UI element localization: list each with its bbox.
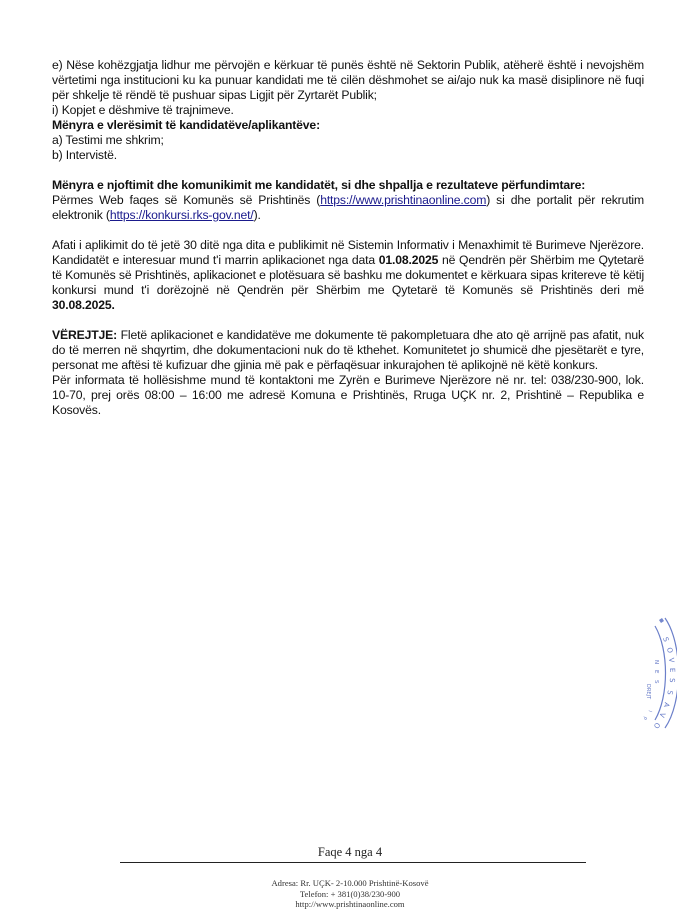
svg-text:E: E [653,670,659,674]
website-line[interactable]: http://www.prishtinaonline.com [295,899,405,909]
svg-text:V: V [667,657,676,663]
heading-notification-text: Mënyra e njoftimit dhe komunikimit me kandidatët, si dhe shpallja e rezultateve përfundimtare: [52,178,586,192]
deadline-paragraph [52,238,644,313]
phone-line: Telefon: + 381(0)38/230-900 [299,888,401,899]
notification-text-2: ) si dhe portalit për rekrutim elektronik ( [52,193,644,222]
heading-evaluation-text: Mënyra e vlerësimit të kandidatëve/aplikantëve: [52,118,320,132]
footer-address [0,878,700,910]
municipal-stamp-icon [625,614,677,732]
prishtinaonline-link[interactable]: https://www.prishtinaonline.com [320,193,487,207]
notification-paragraph [52,193,644,223]
note-text: Fletë aplikacionet e kandidatëve me dokumente të pakompletuara dhe ato që arrijnë pas afatit, nuk do të merren në shqyrtim, dhe dokumentacioni nuk do të kthehet. Komunitetet jo shumicë dhe pjesëtarët e tyre, personat me aftësi të kufizuar dhe gjinia më pak e përfaqësuar inkurajohen të aplikojnë në këtë konkurs. [52,328,644,372]
svg-text:S: S [665,689,674,696]
svg-text:S: S [661,636,671,643]
footer-divider [120,862,586,863]
svg-text:E: E [668,667,677,673]
address-line: Adresa: Rr. UÇK- 2-10.000 Prishtinë-Kosovë [271,878,429,888]
svg-text:A: A [661,701,671,709]
note-label: VËREJTJE: [52,328,118,342]
konkursi-link[interactable]: https://konkursi.rks-gov.net/ [109,208,254,222]
document-body [52,58,644,418]
heading-evaluation [52,118,644,133]
contact-paragraph: Për informata të hollësishme mund të kontaktoni me Zyrën e Burimeve Njerëzore në nr. tel: 038/230-900, lok. 10-70, prej orës 08:00 – 16:00 me adresë Komuna e Prishtinës, Rruga UÇK nr. 2, Prishtinë – Republika e Kosovës. [52,373,644,417]
evaluation-item-b: b) Intervistë. [52,148,117,162]
notification-text-3: ). [253,208,261,222]
svg-text:I: I [646,709,653,713]
svg-text:S: S [667,677,676,683]
svg-text:S: S [653,680,659,684]
deadline-text-2: në Qendrën për Shërbim me Qytetarë të Komunës së Prishtinës, aplikacionet e plotësuara së bashku me dokumentet e kërkuara sipas kritereve të këtij konkursi mund t'i dorëzojnë në Qendrën për Shërbim me Qytetarë të Komunës së Prishtinës deri më [52,253,644,297]
svg-text:O: O [651,721,662,730]
deadline-date-start: 01.08.2025 [378,253,439,267]
paragraph-e: e) Nëse kohëzgjatja lidhur me përvojën e kërkuar të punës është në Sektorin Publik, atëherë është i nevojshëm vërtetimi nga institucioni ku ka punuar kandidati me të cilën dëshmohet se ai/ajo nuk ka masë disiplinore në fuqi për shkelje të rëndë të pushuar sipas Ligjit për Zyrtarët Publik; [52,58,644,102]
svg-text:N: N [653,660,659,665]
svg-text:DREJT: DREJT [645,684,651,700]
svg-text:P: P [640,715,648,721]
svg-text:O: O [665,646,675,654]
heading-notification [52,178,644,193]
evaluation-item-a: a) Testimi me shkrim; [52,133,164,147]
paragraph-i: i) Kopjet e dëshmive të trajnimeve. [52,103,234,117]
note-paragraph [52,328,644,373]
deadline-date-end: 30.08.2025. [52,298,115,312]
deadline-text-1: Afati i aplikimit do të jetë 30 ditë nga dita e publikimit në Sistemin Informativ i Menaxhimit të Burimeve Njerëzore. Kandidatët e interesuar mund t'i marrin aplikacionet nga data [52,238,644,267]
notification-text-1: Përmes Web faqes së Komunës së Prishtinës ( [52,193,321,207]
svg-text:V: V [657,711,667,719]
page-number: Faqe 4 nga 4 [317,845,383,859]
